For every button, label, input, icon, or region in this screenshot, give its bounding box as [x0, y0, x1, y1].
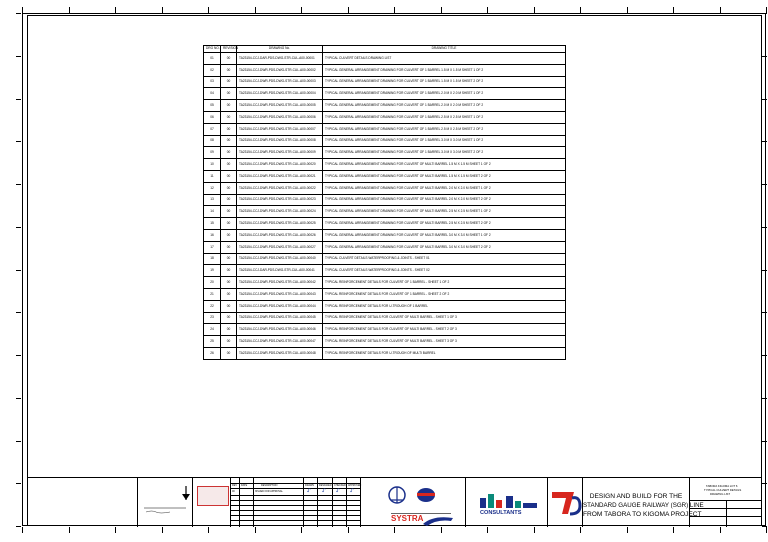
signature-checked: ᔑ — [336, 488, 340, 494]
signature-drawn: ᔑ — [307, 488, 311, 494]
drawing-no-cell: TA23154-CCJ-DWR-PDS-DWG-STR-CUL-A00-00022 — [237, 182, 323, 194]
drawing-title-cell: TYPICAL GENERAL ARRANGEMENT DRAWING FOR CULVERT OF 1 BARREL 3.0 M X 3.0 M SHEET 2 OF 2 — [323, 147, 566, 159]
project-title-cell — [582, 478, 704, 527]
drawing-title-cell: TYPICAL GENERAL ARRANGEMENT DRAWING FOR CULVERT OF 1 BARREL 2.0 M X 2.0 M SHEET 1 OF 2 — [323, 88, 566, 100]
table-row — [204, 76, 566, 88]
grid-tick — [208, 7, 209, 13]
grid-tick — [301, 7, 302, 13]
grid-tick — [301, 527, 302, 533]
drg-no-cell: 08 — [204, 135, 221, 147]
grid-tick — [16, 270, 21, 271]
revision-cell: 00 — [221, 147, 237, 159]
grid-tick — [22, 527, 23, 533]
revision-grid-line — [239, 478, 240, 527]
table-row — [204, 159, 566, 171]
revision-cell: 00 — [221, 170, 237, 182]
grid-tick — [16, 355, 21, 356]
grid-tick — [673, 527, 674, 533]
drawing-title-cell: TYPICAL GENERAL ARRANGEMENT DRAWING FOR CULVERT OF 1 BARREL 1.5 M X 1.5 M SHEET 2 OF 2 — [323, 76, 566, 88]
drg-no-cell: 03 — [204, 76, 221, 88]
table-row — [204, 229, 566, 241]
header-revision: REVISION — [221, 46, 237, 53]
table-row — [204, 182, 566, 194]
grid-tick — [766, 527, 767, 533]
grid-tick — [762, 398, 767, 399]
revision-cell: 00 — [221, 229, 237, 241]
drg-no-cell: 14 — [204, 206, 221, 218]
drawing-title-line-3: DRAWING LIST — [710, 492, 731, 496]
table-row — [204, 111, 566, 123]
bottom-grid-ruler — [22, 527, 766, 533]
grid-tick — [115, 7, 116, 13]
revision-cell: 00 — [221, 135, 237, 147]
grid-tick — [534, 527, 535, 533]
top-grid-ruler — [22, 7, 766, 13]
revision-cell: 00 — [221, 123, 237, 135]
project-title-line-3: FROM TABORA TO KIGOMA PROJECT — [583, 511, 702, 518]
rev-header-drawn: DRAWN — [305, 484, 314, 487]
signature-approved: ᔑ — [350, 488, 354, 494]
table-row — [204, 300, 566, 312]
grid-tick — [394, 527, 395, 533]
table-row — [204, 265, 566, 277]
revision-cell: 00 — [221, 300, 237, 312]
consultants-logo-text: CONSULTANTS — [480, 510, 522, 516]
header-drawing-no: DRAWING No. — [237, 46, 323, 53]
drawing-title-cell: TYPICAL GENERAL ARRANGEMENT DRAWING FOR CULVERT OF MULTI BARREL 1.5 M X 1.5 M SHEET 1 OF 2 — [323, 159, 566, 171]
grid-tick — [762, 441, 767, 442]
drg-no-cell: 09 — [204, 147, 221, 159]
grid-tick — [16, 141, 21, 142]
grid-tick — [348, 7, 349, 13]
grid-tick — [16, 441, 21, 442]
drawing-no-cell: TA23154-CCJ-DWR-PDS-DWG-STR-CUL-A00-00044 — [237, 300, 323, 312]
drawing-no-cell: TA23154-CCJ-DWR-PDS-DWG-STR-CUL-A00-00046 — [237, 324, 323, 336]
revision-grid-line — [231, 520, 360, 521]
drg-no-cell: 10 — [204, 159, 221, 171]
drawing-title-cell: TYPICAL CULVERT DETAILS WATERPROOFING & JOINTS - SHEET 02 — [323, 265, 566, 277]
right-grid-ruler — [762, 13, 767, 526]
revision-cell: 00 — [221, 88, 237, 100]
table-row — [204, 194, 566, 206]
drawing-no-cell: TA23154-CCJ-DWR-PDS-DWG-STR-CUL-A00-00042 — [237, 277, 323, 289]
drg-no-cell: 11 — [204, 170, 221, 182]
contractor-logo-cell — [547, 478, 582, 527]
grid-tick — [16, 227, 21, 228]
revision-cell: 00 — [221, 277, 237, 289]
systra-swoosh — [423, 516, 453, 525]
drawing-title-cell: TYPICAL REINFORCEMENT DETAILS FOR U-TROUGH OF 1 BARREL — [323, 300, 566, 312]
rev-header-description: DESCRIPTION — [261, 484, 278, 487]
drg-no-cell: 24 — [204, 324, 221, 336]
grid-tick — [762, 483, 767, 484]
drawing-no-cell: TA23154-CCJ-DWR-PDS-DWG-STR-CUL-A00-00005 — [237, 100, 323, 112]
revision-cell: 00 — [221, 159, 237, 171]
drg-no-cell: 12 — [204, 182, 221, 194]
drawing-no-cell: TA23154-CCJ-DWR-PDS-DWG-STR-CUL-A00-00024 — [237, 206, 323, 218]
drg-no-cell: 04 — [204, 88, 221, 100]
revision-grid-line — [332, 478, 333, 527]
drawing-no-cell: TA23154-CCJ-DWR-PDS-DWG-STR-CUL-A00-00040 — [237, 253, 323, 265]
grid-tick — [762, 312, 767, 313]
drawing-title-cell: TYPICAL GENERAL ARRANGEMENT DRAWING FOR CULVERT OF MULTI BARREL 2.0 M X 2.0 M SHEET 2 OF 2 — [323, 194, 566, 206]
grid-tick — [348, 527, 349, 533]
drawing-title-cell: TYPICAL CULVERT DETAILS WATERPROOFING & JOINTS - SHEET 01 — [323, 253, 566, 265]
signature-designed: ᔑ — [322, 488, 326, 494]
drawing-title-cell: TYPICAL GENERAL ARRANGEMENT DRAWING FOR CULVERT OF MULTI BARREL 1.5 M X 1.5 M SHEET 2 OF 2 — [323, 170, 566, 182]
grid-tick — [255, 527, 256, 533]
consultant-logo-cell — [465, 478, 547, 527]
drawing-no-cell: TA23154-CCJ-DWR-PDS-DWG-STR-CUL-A00-00045 — [237, 312, 323, 324]
drawing-title-cell: TYPICAL GENERAL ARRANGEMENT DRAWING FOR CULVERT OF 1 BARREL 2.0 M X 2.0 M SHEET 2 OF 2 — [323, 100, 566, 112]
project-title-line-1: DESIGN AND BUILD FOR THE — [589, 493, 683, 500]
rev-header-designed: DESIGNED — [319, 484, 332, 487]
grid-tick — [534, 7, 535, 13]
revision-cell: 00 — [221, 206, 237, 218]
grid-tick — [627, 7, 628, 13]
table-row — [204, 241, 566, 253]
table-row — [204, 253, 566, 265]
rev-header-rev: REV — [232, 484, 237, 487]
rev-row-description: ISSUED FOR APPROVAL — [255, 490, 283, 493]
grid-tick — [22, 7, 23, 13]
grid-tick — [762, 270, 767, 271]
table-row — [204, 170, 566, 182]
drawing-title-cell: TYPICAL REINFORCEMENT DETAILS FOR CULVERT OF MULTI BARREL - SHEET 2 OF 3 — [323, 324, 566, 336]
revision-grid-line — [253, 478, 254, 527]
drawing-title-cell: TYPICAL GENERAL ARRANGEMENT DRAWING FOR CULVERT OF MULTI BARREL 3.0 M X 3.0 M SHEET 1 OF 2 — [323, 229, 566, 241]
grid-tick — [69, 7, 70, 13]
grid-tick — [762, 13, 767, 14]
grid-tick — [208, 527, 209, 533]
revision-grid-line — [231, 488, 360, 489]
client-logos-cell — [360, 478, 465, 527]
grid-tick — [762, 99, 767, 100]
key-plan-sketch — [138, 478, 193, 527]
grid-tick — [255, 7, 256, 13]
revision-cell: 00 — [221, 111, 237, 123]
drawing-no-cell: TA23154-CCJ-DWR-PDS-DWG-STR-CUL-A00-00026 — [237, 229, 323, 241]
grid-tick — [673, 7, 674, 13]
drawing-title-cell: TYPICAL GENERAL ARRANGEMENT DRAWING FOR CULVERT OF MULTI BARREL 2.5 M X 2.5 M SHEET 2 OF 2 — [323, 218, 566, 230]
grid-tick — [394, 7, 395, 13]
rev-header-date: DATE — [241, 484, 248, 487]
revision-cell: 00 — [221, 194, 237, 206]
table-header-row — [204, 46, 566, 53]
drg-no-cell: 06 — [204, 111, 221, 123]
title-block — [27, 477, 762, 527]
revision-grid-line — [231, 515, 360, 516]
revision-grid-line — [231, 510, 360, 511]
table-row — [204, 88, 566, 100]
drawing-no-cell: TA23154-CCJ-DWR-PDS-DWG-STR-CUL-A00-00007 — [237, 123, 323, 135]
grid-tick — [762, 355, 767, 356]
table-row — [204, 336, 566, 348]
drawing-title-cell: TYPICAL GENERAL ARRANGEMENT DRAWING FOR CULVERT OF MULTI BARREL 2.5 M X 2.5 M SHEET 1 OF 2 — [323, 206, 566, 218]
revision-cell: 00 — [221, 288, 237, 300]
drawing-no-cell: TA23154-CCJ-DAR-PDS-DWG-STR-CUL-A00-00041 — [237, 265, 323, 277]
drawing-list-table — [203, 45, 566, 360]
drawing-no-cell: TA23154-CCJ-DWR-PDS-DWG-STR-CUL-A00-00009 — [237, 147, 323, 159]
table-row — [204, 135, 566, 147]
table-row — [204, 277, 566, 289]
drg-no-cell: 26 — [204, 347, 221, 359]
project-title-line-2: STANDARD GAUGE RAILWAY (SGR) LINE — [583, 502, 704, 509]
drawing-no-cell: TA23154-CCJ-DWR-PDS-DWG-STR-CUL-A00-00004 — [237, 88, 323, 100]
drg-no-cell: 16 — [204, 229, 221, 241]
left-grid-ruler — [16, 13, 21, 526]
drawing-title-cell: TYPICAL GENERAL ARRANGEMENT DRAWING FOR CULVERT OF MULTI BARREL 2.0 M X 2.0 M SHEET 1 OF 2 — [323, 182, 566, 194]
drawing-title-cell: TYPICAL GENERAL ARRANGEMENT DRAWING FOR CULVERT OF 1 BARREL 2.5 M X 2.5 M SHEET 2 OF 2 — [323, 123, 566, 135]
grid-tick — [16, 13, 21, 14]
drawing-title-cell: TYPICAL REINFORCEMENT DETAILS FOR CULVERT OF MULTI BARREL - SHEET 3 OF 3 — [323, 336, 566, 348]
revision-grid-line — [303, 478, 304, 527]
grid-tick — [16, 398, 21, 399]
stamp-cell — [192, 478, 230, 527]
revision-table — [230, 478, 360, 527]
drawing-no-cell: TA23154-CCJ-DWR-PDS-DWG-STR-CUL-A00-00047 — [237, 336, 323, 348]
revision-cell: 00 — [221, 100, 237, 112]
revision-grid-line — [231, 505, 360, 506]
grid-tick — [762, 526, 767, 527]
drawing-title-cell: TYPICAL REINFORCEMENT DETAILS FOR U-TROUGH OF MULTI BARREL — [323, 347, 566, 359]
table-row — [204, 123, 566, 135]
grid-tick — [720, 527, 721, 533]
drg-no-cell: 20 — [204, 277, 221, 289]
grid-tick — [16, 483, 21, 484]
consultant-logo-graphic — [466, 478, 548, 527]
grid-tick — [115, 527, 116, 533]
drg-no-cell: 22 — [204, 300, 221, 312]
revision-cell: 00 — [221, 64, 237, 76]
drawing-title-cell: TYPICAL REINFORCEMENT DETAILS FOR CULVERT OF 1 BARREL - SHEET 2 OF 2 — [323, 288, 566, 300]
grid-tick — [720, 7, 721, 13]
grid-tick — [627, 527, 628, 533]
drawing-no-cell: TA23154-CCJ-DWR-PDS-DWG-STR-CUL-A00-00021 — [237, 170, 323, 182]
grid-tick — [487, 527, 488, 533]
drg-no-cell: 01 — [204, 53, 221, 65]
revision-cell: 00 — [221, 53, 237, 65]
header-drawing-title: DRAWING TITLE — [323, 46, 566, 53]
revision-grid-line — [317, 478, 318, 527]
revision-cell: 00 — [221, 265, 237, 277]
drawing-title-line-1: TABORA KIGOMA LOT 6 — [706, 484, 738, 488]
rev-row-number: 00 — [232, 490, 235, 493]
drawing-title-cell — [689, 478, 762, 527]
drawing-title-cell: TYPICAL REINFORCEMENT DETAILS FOR CULVERT OF 1 BARREL - SHEET 1 OF 2 — [323, 277, 566, 289]
revision-grid-line — [346, 478, 347, 527]
drawing-no-cell: TA23154-CCJ-DWR-PDS-DWG-STR-CUL-A00-00023 — [237, 194, 323, 206]
drg-no-cell: 02 — [204, 64, 221, 76]
drg-no-cell: 05 — [204, 100, 221, 112]
drawing-no-cell: TA23154-CCJ-DWR-PDS-DWG-STR-CUL-A00-00048 — [237, 347, 323, 359]
drawing-title-cell: TYPICAL GENERAL ARRANGEMENT DRAWING FOR CULVERT OF 1 BARREL 2.5 M X 2.5 M SHEET 1 OF 2 — [323, 111, 566, 123]
grid-tick — [487, 7, 488, 13]
revision-cell: 00 — [221, 76, 237, 88]
table-row — [204, 288, 566, 300]
drawing-no-cell: TA23154-CCJ-DWR-PDS-DWG-STR-CUL-A00-00003 — [237, 76, 323, 88]
drawing-title-cell: TYPICAL GENERAL ARRANGEMENT DRAWING FOR CULVERT OF 1 BARREL 1.5 M X 1.5 M SHEET 1 OF 2 — [323, 64, 566, 76]
table-row — [204, 100, 566, 112]
table-row — [204, 206, 566, 218]
grid-tick — [16, 99, 21, 100]
systra-logo: SYSTRA — [391, 514, 424, 523]
table-row — [204, 64, 566, 76]
revision-cell: 00 — [221, 324, 237, 336]
grid-tick — [16, 312, 21, 313]
drg-no-cell: 13 — [204, 194, 221, 206]
key-plan-cell — [137, 478, 192, 527]
revision-cell: 00 — [221, 241, 237, 253]
grid-tick — [162, 7, 163, 13]
drawing-no-cell: TA23154-CCJ-DAR-PDS-DWG-STR-CUL-A00-00001 — [237, 53, 323, 65]
drg-no-cell: 23 — [204, 312, 221, 324]
drg-no-cell: 17 — [204, 241, 221, 253]
revision-grid-line — [231, 500, 360, 501]
drawing-title-cell: TYPICAL GENERAL ARRANGEMENT DRAWING FOR CULVERT OF MULTI BARREL 3.0 M X 3.0 M SHEET 2 OF 2 — [323, 241, 566, 253]
contractor-logo — [548, 478, 583, 527]
drg-no-cell: 15 — [204, 218, 221, 230]
drawing-title-cell: TYPICAL CULVERT DETAILS DRAWING LIST — [323, 53, 566, 65]
drawing-no-cell: TA23154-CCJ-DWR-PDS-DWG-STR-CUL-A00-00020 — [237, 159, 323, 171]
drawing-no-cell: TA23154-CCJ-DWR-PDS-DWG-STR-CUL-A00-00008 — [237, 135, 323, 147]
grid-tick — [16, 184, 21, 185]
table-row — [204, 53, 566, 65]
drawing-no-cell: TA23154-CCJ-DWR-PDS-DWG-STR-CUL-A00-00025 — [237, 218, 323, 230]
drg-no-cell: 21 — [204, 288, 221, 300]
drawing-title-cell: TYPICAL REINFORCEMENT DETAILS FOR CULVERT OF MULTI BARREL - SHEET 1 OF 3 — [323, 312, 566, 324]
grid-tick — [441, 527, 442, 533]
table-row — [204, 347, 566, 359]
grid-tick — [162, 527, 163, 533]
drawing-no-cell: TA23154-CCJ-DWR-PDS-DWG-STR-CUL-A00-00043 — [237, 288, 323, 300]
table-row — [204, 324, 566, 336]
drg-no-cell: 18 — [204, 253, 221, 265]
revision-grid-line — [231, 495, 360, 496]
drg-no-cell: 25 — [204, 336, 221, 348]
table-row — [204, 312, 566, 324]
revision-cell: 00 — [221, 312, 237, 324]
drawing-title-line-2: TYPICAL CULVERT DETAILS — [704, 488, 742, 492]
grid-tick — [762, 141, 767, 142]
grid-tick — [762, 184, 767, 185]
grid-tick — [16, 526, 21, 527]
grid-tick — [762, 227, 767, 228]
notes-cell — [27, 478, 137, 527]
grid-tick — [580, 7, 581, 13]
drawing-no-cell: TA23154-CCJ-DWR-PDS-DWG-STR-CUL-A00-00006 — [237, 111, 323, 123]
rev-header-approved: APPROVED — [348, 484, 362, 487]
drawing-no-cell: TA23154-CCJ-DWR-PDS-DWG-STR-CUL-A00-00002 — [237, 64, 323, 76]
drawing-no-cell: TA23154-CCJ-DWR-PDS-DWG-STR-CUL-A00-00027 — [237, 241, 323, 253]
drg-no-cell: 19 — [204, 265, 221, 277]
grid-tick — [762, 56, 767, 57]
table-row — [204, 147, 566, 159]
revision-cell: 00 — [221, 336, 237, 348]
revision-cell: 00 — [221, 253, 237, 265]
grid-tick — [441, 7, 442, 13]
grid-tick — [16, 56, 21, 57]
revision-cell: 00 — [221, 347, 237, 359]
approval-stamp — [197, 486, 229, 506]
grid-tick — [580, 527, 581, 533]
revision-cell: 00 — [221, 218, 237, 230]
revision-cell: 00 — [221, 182, 237, 194]
drg-no-cell: 07 — [204, 123, 221, 135]
rev-header-checked: CHECKED — [334, 484, 346, 487]
drawing-title-cell: TYPICAL GENERAL ARRANGEMENT DRAWING FOR CULVERT OF 1 BARREL 3.0 M X 3.0 M SHEET 1 OF 2 — [323, 135, 566, 147]
grid-tick — [69, 527, 70, 533]
header-drg-no: DRG NO. — [204, 46, 221, 53]
table-row — [204, 218, 566, 230]
